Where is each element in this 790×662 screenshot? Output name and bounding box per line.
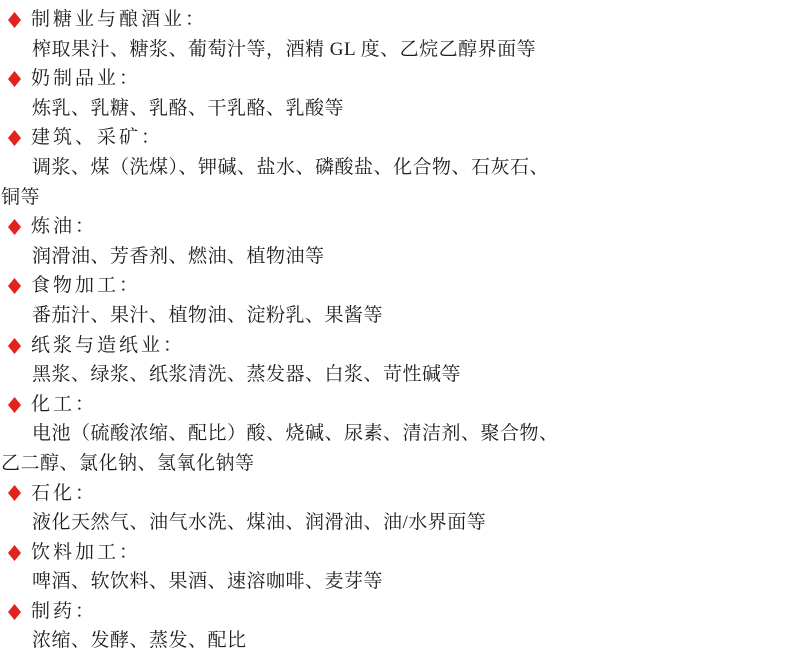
diamond-bullet-icon: [8, 537, 21, 567]
section-heading: 制药：: [31, 600, 98, 622]
diamond-bullet-icon: [8, 389, 21, 419]
section-detail-line: 调浆、煤（洗煤）、钾碱、盐水、磷酸盐、化合物、石灰石、: [32, 156, 550, 178]
industry-section: [0, 123, 790, 212]
section-heading: 炼油：: [31, 216, 98, 238]
diamond-bullet-icon: [8, 271, 21, 301]
section-heading-line: [0, 597, 790, 627]
diamond-bullet-icon: [8, 478, 21, 508]
industry-section: [0, 212, 790, 271]
section-heading: 制糖业与酿酒业：: [31, 9, 208, 30]
section-heading-line: [0, 331, 790, 361]
section-detail-wrap-line: 乙二醇、氯化钠、氢氧化钠等: [1, 452, 255, 474]
section-detail-line: 黑浆、绿浆、纸浆清洗、蒸发器、白浆、苛性碱等: [32, 364, 462, 386]
section-detail-line: 润滑油、芳香剂、燃油、植物油等: [32, 245, 325, 267]
industry-section: [0, 271, 790, 330]
industry-section: [0, 5, 790, 64]
diamond-bullet-icon: [8, 596, 21, 626]
section-detail-line: 液化天然气、油气水洗、煤油、润滑油、油/水界面等: [32, 512, 487, 534]
industry-section: [0, 331, 790, 390]
section-heading: 饮料加工：: [31, 541, 142, 563]
section-heading: 建筑、采矿：: [31, 127, 164, 149]
section-heading: 石化：: [31, 482, 98, 504]
section-heading-line: [0, 5, 790, 35]
section-detail-line: 番茄汁、果汁、植物油、淀粉乳、果酱等: [32, 304, 384, 326]
sections-list: [0, 5, 790, 656]
diamond-bullet-icon: [8, 330, 21, 360]
section-detail-line: 榨取果汁、糖浆、葡萄汁等，酒精 GL 度、乙烷乙醇界面等: [32, 38, 537, 60]
section-heading-line: [0, 271, 790, 301]
section-heading-line: [0, 212, 790, 242]
section-heading-line: [0, 123, 790, 153]
diamond-bullet-icon: [8, 123, 21, 153]
industry-section: [0, 597, 790, 656]
section-heading: 奶制品业：: [31, 68, 142, 90]
section-heading: 食物加工：: [31, 275, 142, 297]
industry-section: [0, 64, 790, 123]
industry-section: [0, 538, 790, 597]
diamond-bullet-icon: [8, 212, 21, 242]
diamond-bullet-icon: [8, 4, 21, 34]
section-heading: 化工：: [31, 393, 98, 415]
section-heading-line: [0, 538, 790, 568]
section-detail-wrap-line: 铜等: [1, 186, 41, 208]
section-heading-line: [0, 64, 790, 94]
section-detail-line: 啤酒、软饮料、果酒、速溶咖啡、麦芽等: [32, 571, 384, 593]
section-heading: 纸浆与造纸业：: [31, 334, 186, 356]
section-heading-line: [0, 479, 790, 509]
section-heading-line: [0, 390, 790, 420]
section-detail-line: 浓缩、发酵、蒸发、配比: [32, 630, 247, 652]
section-detail-line: 电池（硫酸浓缩、配比）酸、烧碱、尿素、清洁剂、聚合物、: [32, 423, 559, 445]
industry-section: [0, 390, 790, 479]
diamond-bullet-icon: [8, 64, 21, 94]
section-detail-line: 炼乳、乳糖、乳酪、干乳酪、乳酸等: [32, 97, 345, 119]
industry-section: [0, 479, 790, 538]
